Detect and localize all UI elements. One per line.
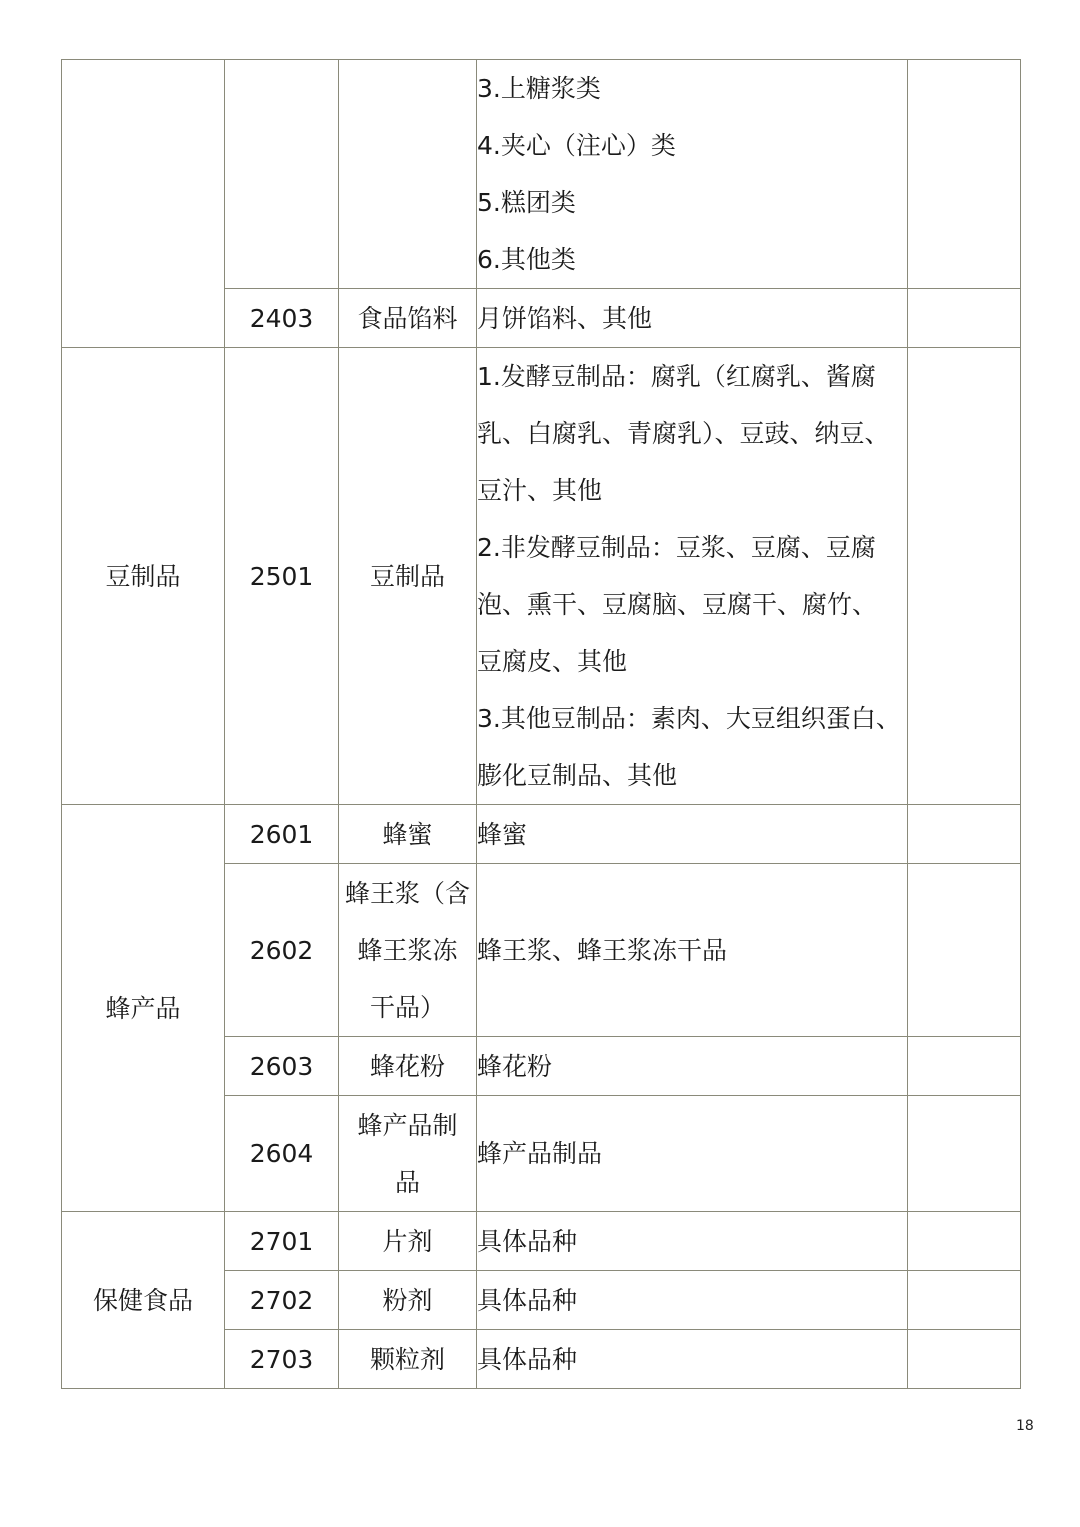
name-line: 粉剂	[382, 1285, 433, 1315]
detail-line: 5.糕团类	[477, 188, 576, 217]
code-cell: 2604	[225, 1096, 339, 1212]
detail-line: 1.发酵豆制品：腐乳（红腐乳、酱腐	[477, 362, 876, 391]
name-cell	[339, 1037, 477, 1096]
detail-cell	[477, 348, 908, 805]
code-cell: 2702	[225, 1271, 339, 1330]
detail-cell	[477, 1096, 908, 1212]
name-line: 蜂蜜	[382, 819, 433, 849]
table-row	[62, 1212, 1021, 1271]
detail-line: 6.其他类	[477, 245, 576, 274]
blank-cell	[908, 805, 1021, 864]
category-cell: 蜂产品	[62, 805, 225, 1212]
name-line: 蜂产品制	[357, 1110, 458, 1140]
detail-cell	[477, 1212, 908, 1271]
detail-cell	[477, 864, 908, 1037]
name-line: 蜂花粉	[369, 1051, 445, 1081]
detail-line: 蜂蜜	[477, 819, 528, 849]
detail-line: 具体品种	[477, 1285, 578, 1315]
code-cell: 2501	[225, 348, 339, 805]
page-number: 18	[1016, 1418, 1034, 1434]
detail-line: 3.上糖浆类	[477, 74, 601, 103]
blank-cell	[908, 289, 1021, 348]
blank-cell	[908, 1330, 1021, 1389]
name-line: 干品）	[369, 992, 445, 1022]
detail-line: 月饼馅料、其他	[477, 303, 653, 333]
category-cell: 保健食品	[62, 1212, 225, 1389]
blank-cell	[908, 1037, 1021, 1096]
name-cell	[339, 1330, 477, 1389]
name-cell	[339, 864, 477, 1037]
detail-line: 膨化豆制品、其他	[477, 761, 678, 790]
table-row	[62, 805, 1021, 864]
food-category-table	[61, 59, 1021, 1389]
name-cell	[339, 348, 477, 805]
category-cell: 豆制品	[62, 348, 225, 805]
detail-line: 4.夹心（注心）类	[477, 131, 676, 160]
name-cell	[339, 805, 477, 864]
category-cell	[62, 60, 225, 348]
name-line: 片剂	[382, 1226, 433, 1256]
detail-cell	[477, 289, 908, 348]
table-row	[62, 348, 1021, 805]
detail-line: 蜂花粉	[477, 1051, 553, 1081]
blank-cell	[908, 1096, 1021, 1212]
detail-cell	[477, 60, 908, 289]
detail-cell	[477, 1037, 908, 1096]
detail-line: 具体品种	[477, 1344, 578, 1374]
detail-line: 2.非发酵豆制品：豆浆、豆腐、豆腐	[477, 533, 876, 562]
blank-cell	[908, 864, 1021, 1037]
code-cell: 2701	[225, 1212, 339, 1271]
code-cell: 2403	[225, 289, 339, 348]
name-cell	[339, 60, 477, 289]
name-line: 颗粒剂	[369, 1344, 445, 1374]
detail-line: 豆腐皮、其他	[477, 647, 628, 676]
detail-line: 蜂王浆、蜂王浆冻干品	[477, 935, 728, 965]
name-cell	[339, 289, 477, 348]
blank-cell	[908, 60, 1021, 289]
name-line: 蜂王浆冻	[357, 935, 458, 965]
detail-line: 蜂产品制品	[477, 1139, 603, 1168]
name-line: 豆制品	[369, 561, 445, 591]
name-cell	[339, 1212, 477, 1271]
name-cell	[339, 1096, 477, 1212]
name-cell	[339, 1271, 477, 1330]
detail-line: 乳、白腐乳、青腐乳）、豆豉、纳豆、	[477, 419, 890, 448]
code-cell: 2601	[225, 805, 339, 864]
detail-line: 3.其他豆制品：素肉、大豆组织蛋白、	[477, 704, 901, 733]
blank-cell	[908, 1212, 1021, 1271]
blank-cell	[908, 1271, 1021, 1330]
detail-cell	[477, 805, 908, 864]
code-cell	[225, 60, 339, 289]
code-cell: 2602	[225, 864, 339, 1037]
name-line: 蜂王浆（含	[344, 878, 470, 908]
detail-cell	[477, 1271, 908, 1330]
blank-cell	[908, 348, 1021, 805]
table-row	[62, 60, 1021, 289]
detail-cell	[477, 1330, 908, 1389]
detail-line: 具体品种	[477, 1226, 578, 1256]
detail-line: 豆汁、其他	[477, 476, 603, 505]
code-cell: 2703	[225, 1330, 339, 1389]
name-line: 品	[394, 1167, 420, 1197]
name-line: 食品馅料	[357, 303, 458, 333]
code-cell: 2603	[225, 1037, 339, 1096]
detail-line: 泡、熏干、豆腐脑、豆腐干、腐竹、	[477, 590, 878, 619]
